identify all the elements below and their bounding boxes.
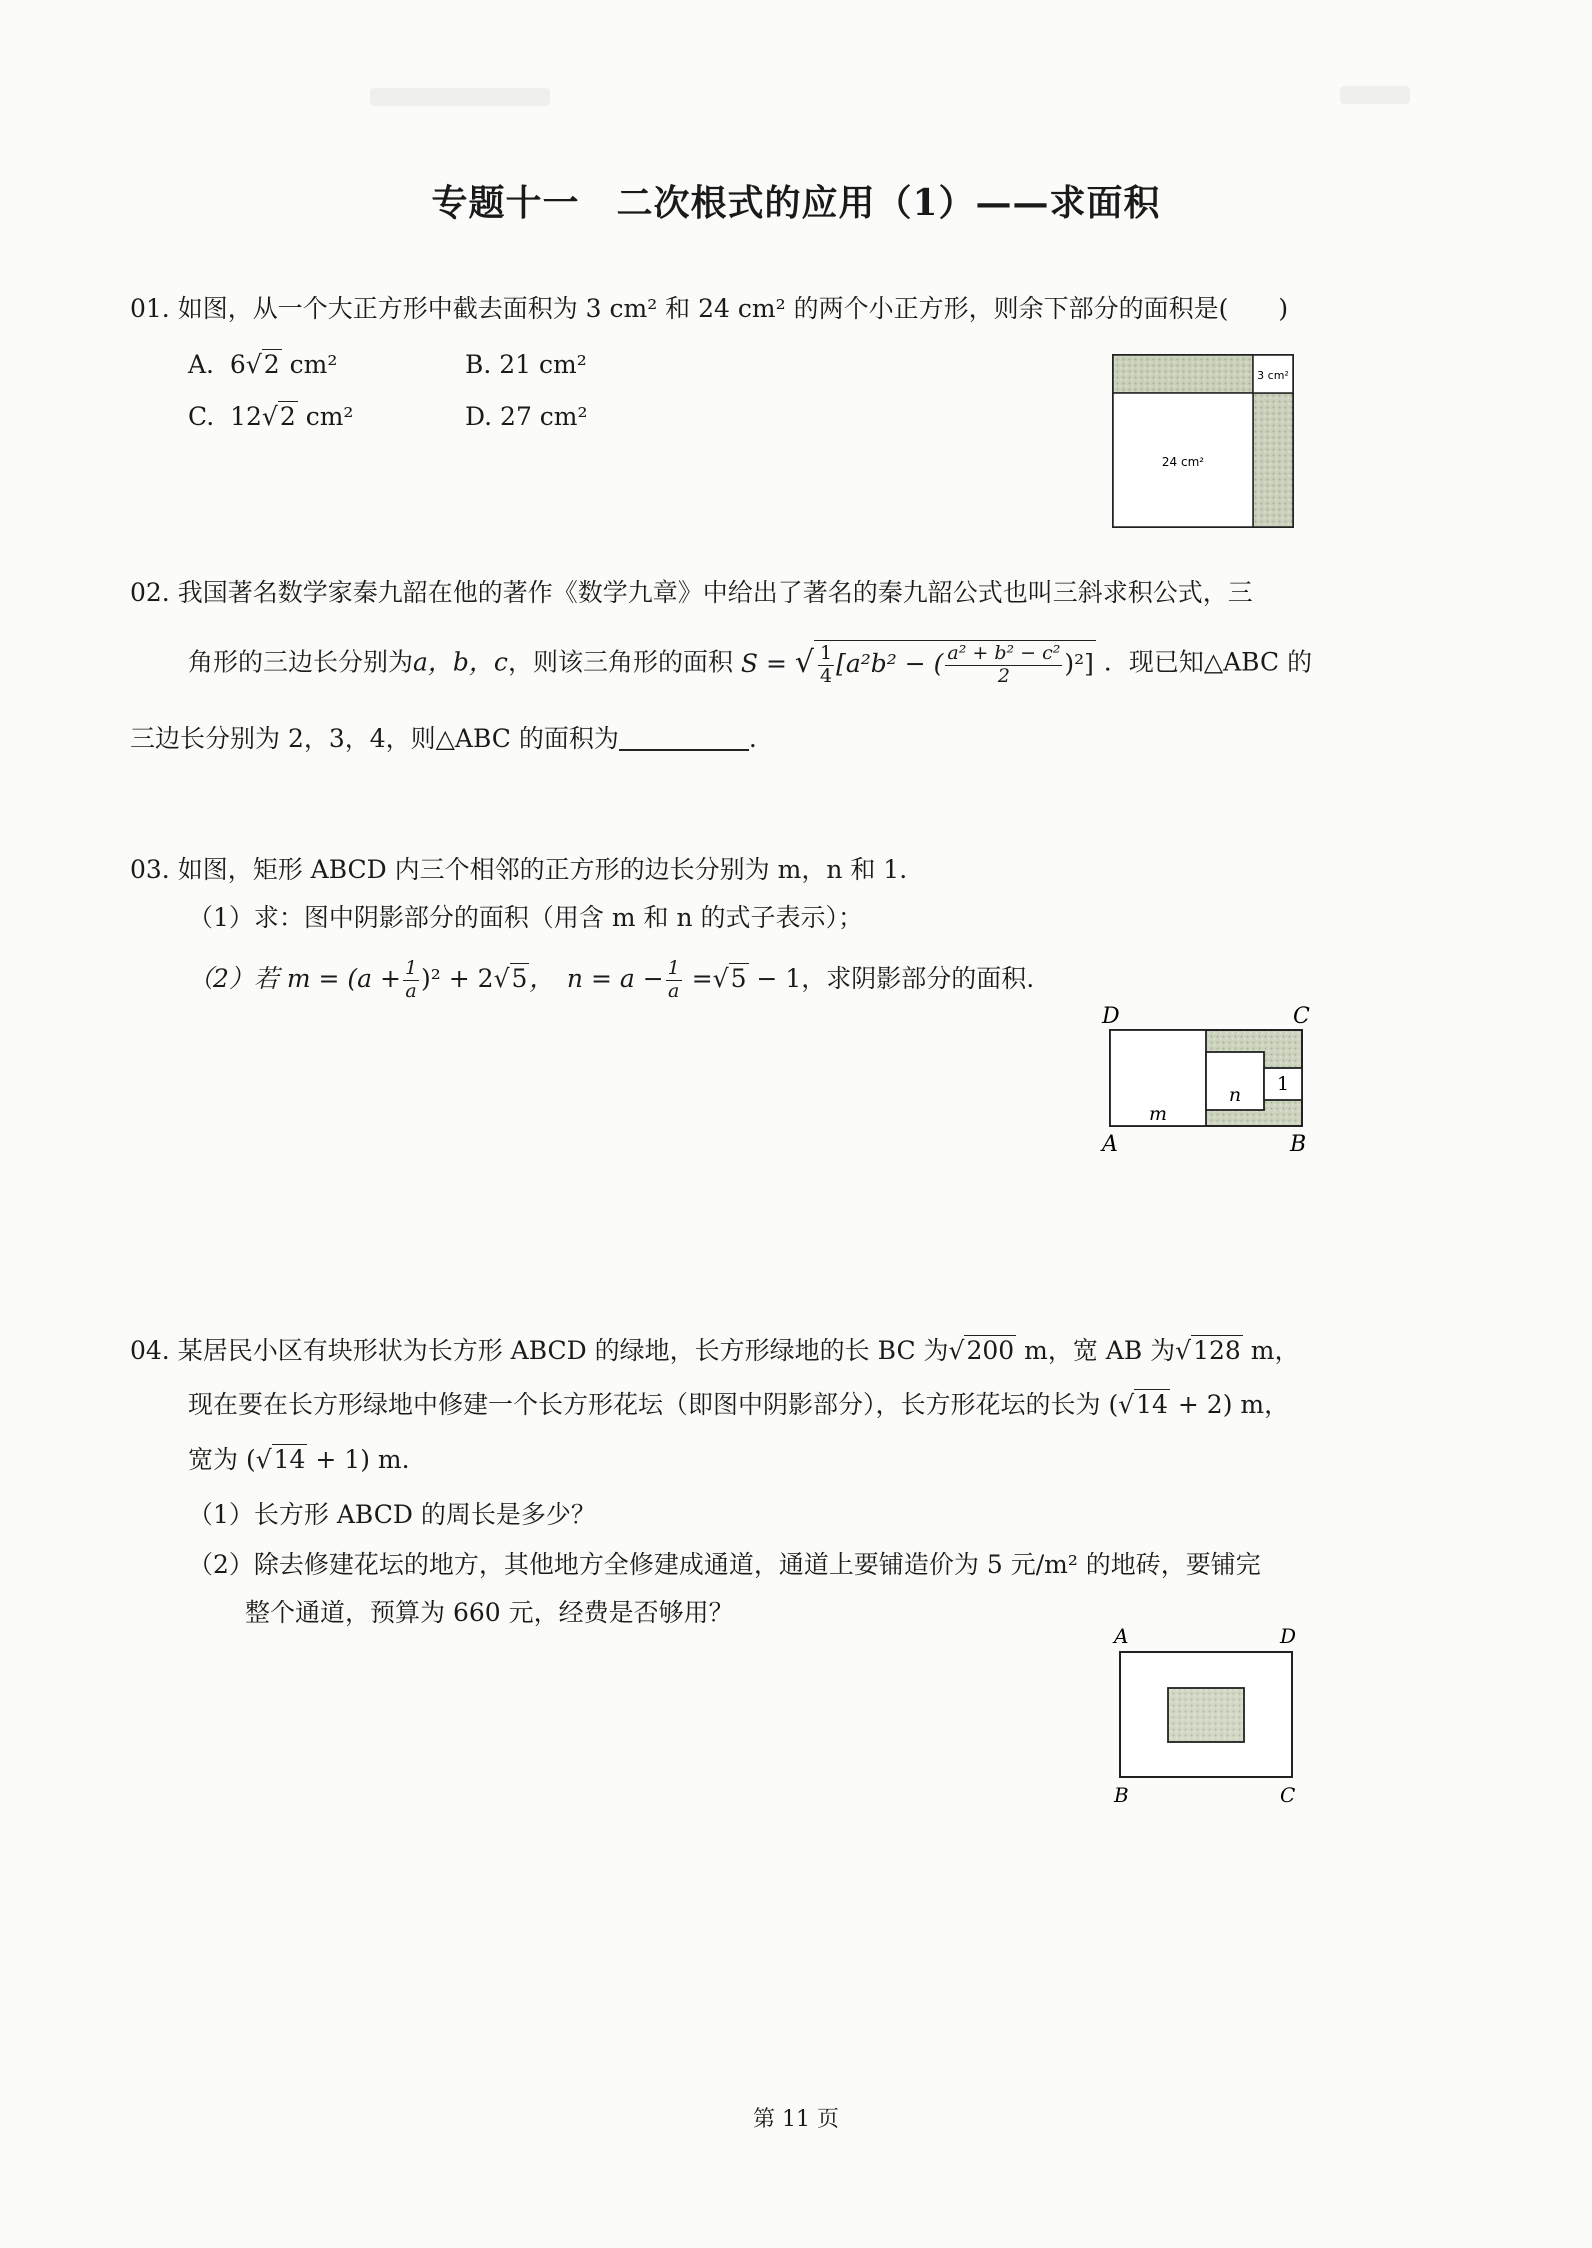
q3-figure bbox=[1090, 1005, 1330, 1165]
q1-stem: 01. 如图，从一个大正方形中截去面积为 3 cm² 和 24 cm² 的两个小正方形，则余下部分的面积是( ) bbox=[130, 294, 1289, 323]
page-number: 第 11 页 bbox=[753, 2107, 839, 2132]
q3-label-1: 1 bbox=[1276, 1073, 1290, 1095]
q4-line1: 04. 某居民小区有块形状为长方形 ABCD 的绿地，长方形绿地的长 BC 为√200 m，宽 AB 为√128 m， bbox=[130, 1336, 1300, 1365]
answer-blank[interactable] bbox=[619, 725, 749, 751]
scan-smudge-left bbox=[370, 88, 550, 106]
q2-line3: 三边长分别为 2，3，4，则△ABC 的面积为 . bbox=[130, 724, 757, 753]
q4-line3: 宽为 (√14 + 1) m. bbox=[188, 1445, 410, 1474]
q1-option-a[interactable]: A. 6√2 cm² bbox=[188, 350, 338, 379]
q2-line1: 02. 我国著名数学家秦九韶在他的著作《数学九章》中给出了著名的秦九韶公式也叫三斜求积公式，三 bbox=[130, 578, 1253, 607]
q4-figure bbox=[1100, 1620, 1330, 1810]
q1-option-d[interactable]: D. 27 cm² bbox=[465, 402, 588, 431]
q4-flowerbed bbox=[1168, 1688, 1244, 1742]
q2-formula: S = √ $\frac{1}{4}$ [a²b² − ( $\frac{\text{a² + b² − c²}}{2}$ )²] bbox=[740, 642, 1094, 687]
q4-label-d: D bbox=[1280, 1624, 1297, 1648]
q1-shaded-right bbox=[1253, 393, 1293, 527]
q4-sub2b: 整个通道，预算为 660 元，经费是否够用？ bbox=[245, 1598, 734, 1627]
q2-line2: 角形的三边长分别为a，b，c，则该三角形的面积 S = √ $\frac{1}{4}$ [a²b² − ( $\frac{\text{a² + b² − c²}}{2}$ )²] ．现已知△ABC 的 bbox=[188, 642, 1313, 687]
q1-option-b[interactable]: B. 21 cm² bbox=[465, 350, 587, 379]
q1-small-square-label: 3 cm² bbox=[1257, 369, 1289, 382]
q1-option-c[interactable]: C. 12√2 cm² bbox=[188, 402, 354, 431]
q1-figure bbox=[1110, 352, 1300, 532]
q3-label-a: A bbox=[1102, 1132, 1118, 1157]
q3-label-c: C bbox=[1293, 1005, 1310, 1029]
page-title: 专题十一 二次根式的应用（1）——求面积 bbox=[431, 182, 1161, 224]
q3-label-m: m bbox=[1148, 1103, 1168, 1125]
q4-sub1: （1）长方形 ABCD 的周长是多少？ bbox=[188, 1500, 596, 1529]
q1-shaded-top bbox=[1113, 355, 1253, 393]
q4-label-a: A bbox=[1114, 1624, 1129, 1648]
q4-label-b: B bbox=[1114, 1783, 1129, 1807]
q4-line2: 现在要在长方形绿地中修建一个长方形花坛（即图中阴影部分），长方形花坛的长为 (√14 + 2) m， bbox=[188, 1390, 1290, 1419]
q3-stem: 03. 如图，矩形 ABCD 内三个相邻的正方形的边长分别为 m，n 和 1. bbox=[130, 855, 908, 884]
q3-label-n: n bbox=[1228, 1084, 1242, 1106]
q4-sub2a: （2）除去修建花坛的地方，其他地方全修建成通道，通道上要铺造价为 5 元/m² 的地砖，要铺完 bbox=[188, 1550, 1261, 1579]
q3-label-b: B bbox=[1290, 1132, 1307, 1157]
scan-smudge-right bbox=[1340, 86, 1410, 104]
q3-sub2: （2）若 m = (a + $\frac{1}{a}$ )² + 2√5， n = a − $\frac{1}{a}$ =√5 − 1，求阴影部分的面积. bbox=[188, 957, 1035, 1002]
q1-big-square-label: 24 cm² bbox=[1161, 455, 1205, 469]
q3-sub1: （1）求：图中阴影部分的面积（用含 m 和 n 的式子表示）； bbox=[188, 903, 864, 932]
q4-label-c: C bbox=[1280, 1783, 1296, 1807]
q3-label-d: D bbox=[1102, 1005, 1120, 1029]
